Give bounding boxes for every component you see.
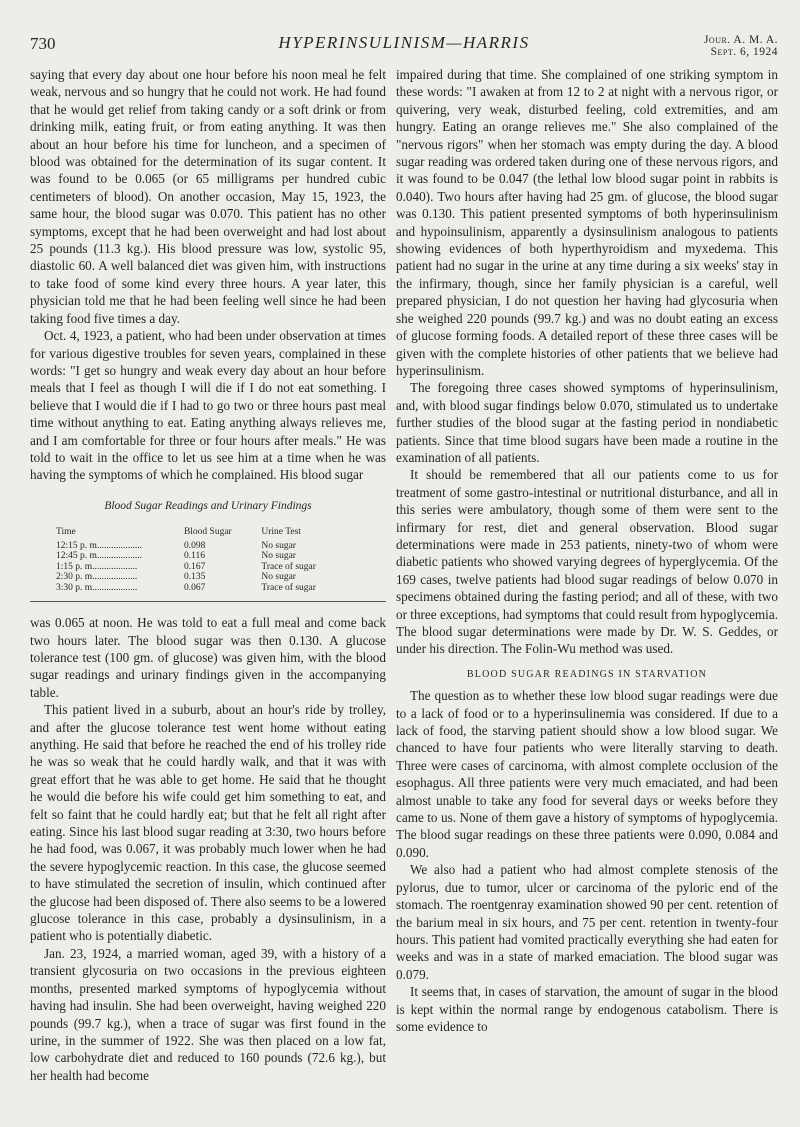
time-cell: 12:15 p. m................... xyxy=(56,540,143,551)
sugar-cell: 0.116 xyxy=(183,551,205,562)
time-cell: 12:45 p. m................... xyxy=(56,551,143,562)
sugar-cell: 0.167 xyxy=(183,561,206,572)
time-cell: 3:30 p. m................... xyxy=(56,582,138,593)
journal-citation xyxy=(704,34,778,58)
page-header xyxy=(30,30,778,66)
journal-name: Jour. A. M. A. xyxy=(703,34,778,46)
sugar-cell: 0.098 xyxy=(183,540,206,551)
table-header: Time xyxy=(56,527,76,538)
table-header: Urine Test xyxy=(261,527,301,538)
table-header-row xyxy=(30,525,386,541)
paragraph: Oct. 4, 1923, a patient, who had been under observation at times for various digestive troubles for seven years, complained in these words: "I get so hungry and weak every day about an hour before meals that I feel as though I will die if I do not eat something. I believe that I would die if I had to go two or three hours past meal time without anything to eat. Eating anything always relieves me, and I am comfortable for three or four hours after meals." He was told to wait in the office to let us see him at a time when he was having the symptoms of which he complained. His blood sugar xyxy=(30,328,386,483)
urine-cell: No sugar xyxy=(261,551,296,562)
right-column xyxy=(396,66,778,1035)
sugar-cell: 0.067 xyxy=(183,582,206,593)
blood-sugar-table-block xyxy=(30,498,386,602)
journal-date: Sept. 6, 1924 xyxy=(710,46,778,58)
time-cell: 1:15 p. m................... xyxy=(56,561,138,572)
paragraph: The question as to whether these low blood sugar readings were due to a lack of food or to a hyperinsulinemia was considered. If due to a lack of food, the starving patient should show a low blood sugar. We chanced to have four patients who were literally starving to death. Three were cases of carcinoma, with almost complete occlusion of the esophagus. All three patients were very much emaciated, and had been almost unable to take any food for several days or weeks before they came to us. None of them gave a history of symptoms of hypoglycemia. The blood sugar readings on these three patients were 0.090, 0.084 and 0.090. xyxy=(396,688,778,860)
table-header: Blood Sugar xyxy=(183,527,232,538)
paragraph: Jan. 23, 1924, a married woman, aged 39, with a history of a transient glycosuria on two occasions in the previous eighteen months, presented marked symptoms of hypoglycemia without having had insulin. She had been overweight, having weighed 220 pounds (99.7 kg.), when a trace of sugar was first found in the urine, in the summer of 1922. She was then placed on a low fat, low carbohydrate diet and reduced to 160 pounds (72.6 kg.), but her health had become xyxy=(30,945,386,1083)
paragraph: It should be remembered that all our patients come to us for treatment of some gastro-intestinal or nutritional disturbance, and all in this series were ambulatory, though some of them were sent to the infirmary for rest, diet and general observation. Blood sugar determinations were made in 253 patients, ninety-two of whom were diabetic patients who showed varying degrees of hyperglycemia. Of the 169 cases, twelve patients had blood sugar readings of below 0.070 in specimens obtained during the fasting period; and all of these, with two or three exceptions, had symptoms that could result from hypoglycemia. The blood sugar determinations were made by Dr. W. S. Geddes, or under his direction. The Folin-Wu method was used. xyxy=(396,467,778,657)
urine-cell: No sugar xyxy=(261,540,296,551)
table-row xyxy=(30,572,386,583)
paragraph: This patient lived in a suburb, about an hour's ride by trolley, and after the glucose tolerance test went home without eating anything. He said that before he reached the end of his trolley ride he was so weak that he could hardly walk, and that it was with great effort that he was able to get home. He said that he thought he would die before his wife could get him something to eat, and felt so faint that he could hardly eat; but that he felt all right after eating. Since his last blood sugar reading at 3:30, two hours before he had food, was 0.067, it was probably much lower when he had the severe hypoglycemic reaction. In this case, the glucose seemed to have stimulated the secretion of insulin, which continued after the glucose had been disposed of. There also seems to be a lowered glucose tolerance in this case, probably a dysinsulinism, in a patient who is potentially diabetic. xyxy=(30,702,386,944)
paragraph: was 0.065 at noon. He was told to eat a full meal and come back two hours later. The blood sugar was then 0.130. A glucose tolerance test (100 gm. of glucose) was given him, with the blood sugar readings and urinary findings given in the accompanying table. xyxy=(30,615,386,700)
paragraph: impaired during that time. She complained of one striking symptom in these words: "I awaken at from 12 to 2 at night with a nervous rigor, or quivering, very weak, disturbed feeling, cold extremities, and am hungry. Eating an orange relieves me." She also complained of the "nervous rigors" when her stomach was empty during the day. A blood sugar reading was ordered taken during one of these nervous rigors, and it was found to be 0.047 (the lethal low blood sugar point in rabbits is 0.040). Two hours after having had 25 gm. of glucose, the blood sugar was 0.130. This patient presented symptoms of both hyperinsulinism and hypoinsulinism, apparently a dysinsulinism analogous to patients showing evidences of both hyperthyroidism and myxedema. This patient had no sugar in the urine at any time during a six weeks' stay in the infirmary, though, since her family physician is a careful, well prepared physician, I do not question her having had glycosuria when she weighed 220 pounds (99.7 kg.) and was no doubt eating an excess of glucose forming foods. A detailed report of these three cases will be given with the complete histories of other patients that we believe had hyperinsulinism. xyxy=(396,67,778,378)
table-row xyxy=(30,583,386,594)
table-caption: Blood Sugar Readings and Urinary Findings xyxy=(104,499,312,512)
paragraph: We also had a patient who had almost complete stenosis of the pylorus, due to tumor, ulcer or carcinoma of the pyloric end of the stomach. The roentgenray examination showed 90 per cent. retention of the barium meal in six hours, and 75 per cent. retention in twenty-four hours. This patient had vomited practically everything she had eaten for weeks and was in a state of marked emaciation. The blood sugar was 0.079. xyxy=(396,862,778,982)
time-cell: 2:30 p. m................... xyxy=(56,572,138,583)
left-column xyxy=(30,66,386,1084)
paragraph: saying that every day about one hour before his noon meal he felt weak, nervous and so hungry that he could not work. He had found that he would get relief from taking candy or a soft drink or from drinking milk, eating fruit, or from eating anything. It was then about an hour before his time for luncheon, and a specimen of blood was obtained for the determination of its sugar content. It was found to be 0.065 (or 65 milligrams per hundred cubic centimeters of blood). On another occasion, May 15, 1923, the same hour, the blood sugar was 0.070. This patient has no other symptoms, except that he had been overweight and had lost about 25 pounds (11.3 kg.). His blood pressure was low, systolic 95, diastolic 60. A well balanced diet was given him, with instructions to take food of some kind every three hours. A year later, this physician told me that he had been feeling well since he had been taking food five times a day. xyxy=(30,67,386,326)
running-title: HYPERINSULINISM—HARRIS xyxy=(278,33,530,52)
blood-sugar-table xyxy=(30,525,386,593)
urine-cell: Trace of sugar xyxy=(261,561,316,572)
paragraph: It seems that, in cases of starvation, the amount of sugar in the blood is kept within the normal range by endogenous catabolism. There is some evidence to xyxy=(396,984,778,1034)
urine-cell: Trace of sugar xyxy=(261,582,316,593)
table-row xyxy=(30,541,386,552)
table-row xyxy=(30,562,386,573)
sugar-cell: 0.135 xyxy=(183,572,206,583)
section-heading: BLOOD SUGAR READINGS IN STARVATION xyxy=(466,668,708,680)
page-number: 730 xyxy=(30,34,56,53)
paragraph: The foregoing three cases showed symptoms of hyperinsulinism, and, with blood sugar findings below 0.070, stimulated us to undertake further studies of the blood sugar at the fasting period in nondiabetic patients. Since that time blood sugars have been made a routine in the examination of all patients. xyxy=(396,380,778,465)
urine-cell: No sugar xyxy=(261,572,296,583)
table-row xyxy=(30,551,386,562)
